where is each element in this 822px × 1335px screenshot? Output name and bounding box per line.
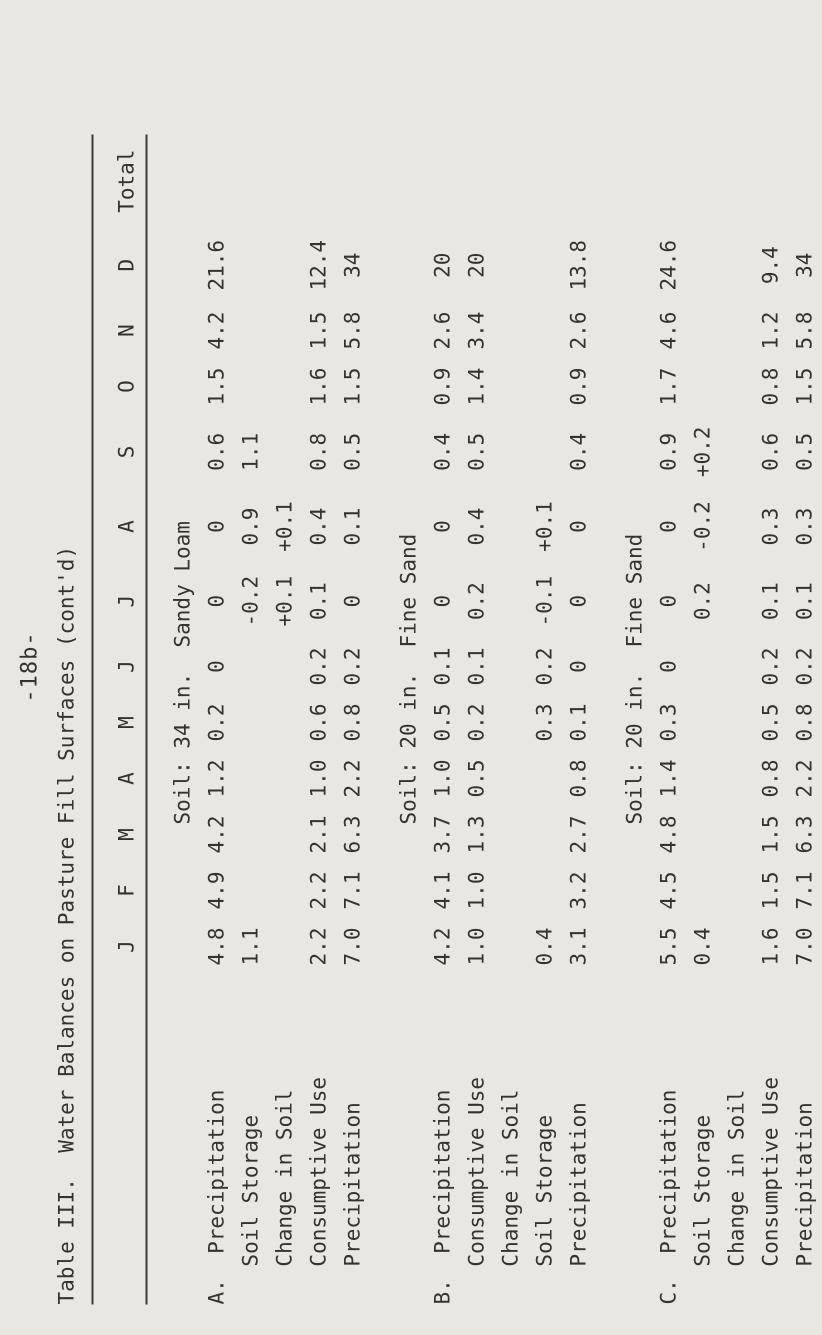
table-cell: 0.5 [341, 433, 365, 472]
table-cell [528, 807, 562, 863]
column-header: F [115, 884, 139, 898]
table-cell [686, 863, 720, 919]
table-cell [720, 303, 754, 359]
table-cell: 1.1 [239, 433, 263, 472]
table-cell: 0 [567, 595, 591, 608]
table-cell: 2.1 [307, 816, 331, 854]
column-header: J [115, 940, 139, 954]
column-header: D [115, 259, 139, 273]
table-cell: 34 [341, 253, 365, 279]
table-cell [720, 807, 754, 863]
table-cell: 0.3 [657, 704, 681, 742]
table-cell: 4.1 [431, 872, 455, 910]
table-cell: 1.0 [465, 928, 489, 966]
row-label: Change in Soil [499, 1090, 523, 1305]
column-header: Total [115, 150, 139, 214]
table-cell [720, 564, 754, 639]
table-cell: 5.8 [341, 312, 365, 350]
table-row [460, 135, 494, 1305]
table-cell: 34 [793, 253, 817, 279]
table-cell [268, 751, 302, 807]
row-label: Soil Storage [239, 1115, 263, 1305]
table-cell: 0.8 [341, 704, 365, 742]
row-label: B. Precipitation [431, 1090, 455, 1305]
header-row [110, 135, 144, 1305]
table-cell [494, 919, 528, 975]
table-cell [494, 639, 528, 695]
spacer-row [370, 135, 392, 1305]
table-cell: +0.1 [533, 501, 557, 553]
table-cell: 5.5 [657, 928, 681, 966]
table-cell: 1.7 [657, 368, 681, 406]
table-cell: 0.5 [793, 433, 817, 472]
water-balance-table [110, 135, 822, 1305]
page-number: -18b- [18, 631, 43, 704]
spacer-row [596, 135, 618, 1305]
table-cell: 0.6 [759, 433, 783, 472]
table-cell [494, 415, 528, 490]
table-row [268, 135, 302, 1305]
table-cell [268, 807, 302, 863]
table-cell: 0 [431, 595, 455, 608]
table-row [652, 135, 686, 1305]
table-cell [494, 359, 528, 415]
table-cell: 1.3 [465, 816, 489, 854]
column-header: M [115, 716, 139, 730]
table-cell: 0 [431, 520, 455, 534]
table-cell [720, 863, 754, 919]
table-cell [268, 359, 302, 415]
table-cell [234, 303, 268, 359]
table-cell: 0.5 [465, 433, 489, 472]
table-cell: 1.5 [759, 872, 783, 910]
table-cell: 1.0 [431, 760, 455, 798]
table-cell [528, 228, 562, 303]
table-cell [494, 863, 528, 919]
table-cell: 0.1 [567, 704, 591, 742]
table-cell [268, 415, 302, 490]
table-cell: 0.2 [465, 704, 489, 742]
table-cell: 4.2 [205, 312, 229, 350]
table-cell: 0.4 [307, 508, 331, 546]
table-cell: 0.1 [431, 648, 455, 686]
table-cell [268, 695, 302, 751]
table-cell: 7.1 [341, 872, 365, 910]
soil-header: Soil: 20 in. Fine Sand [397, 534, 421, 825]
table-cell: -0.2 [239, 576, 263, 627]
table-cell: 2.2 [307, 872, 331, 910]
column-header: A [115, 772, 139, 786]
table-cell: 0.2 [759, 648, 783, 686]
table-cell: 3.1 [567, 928, 591, 966]
table-cell: 0.2 [205, 704, 229, 742]
table-cell: 0.9 [567, 368, 591, 406]
table-cell: 5.8 [793, 312, 817, 350]
table-row [720, 135, 754, 1305]
table-cell: 20 [431, 253, 455, 279]
table-cell [528, 863, 562, 919]
table-cell: 1.2 [759, 312, 783, 350]
table-cell: 0 [657, 660, 681, 674]
table-cell [494, 564, 528, 639]
table-cell [686, 807, 720, 863]
table-cell [720, 751, 754, 807]
row-label: Precipitation [341, 1102, 365, 1305]
table-cell: 2.2 [793, 760, 817, 798]
row-label: Consumptive Use [307, 1077, 331, 1305]
table-cell: 1.5 [341, 368, 365, 406]
table-cell: 0 [657, 520, 681, 534]
spacer-cell [370, 135, 392, 1305]
row-label: Consumptive Use [465, 1077, 489, 1305]
table-cell: 6.3 [341, 816, 365, 854]
table-cell [268, 919, 302, 975]
table-cell [720, 228, 754, 303]
table-cell: 9.4 [759, 246, 783, 285]
column-header: M [115, 828, 139, 842]
table-cell: 0.1 [341, 508, 365, 546]
column-header: O [115, 380, 139, 394]
table-row [528, 135, 562, 1305]
table-cell [268, 228, 302, 303]
table-row [754, 135, 788, 1305]
table-cell [494, 751, 528, 807]
table-cell [686, 303, 720, 359]
table-cell: 2.2 [307, 928, 331, 966]
table-cell: 3.4 [465, 312, 489, 350]
table-cell: 0.4 [567, 433, 591, 472]
table-cell: 4.8 [657, 816, 681, 854]
table-cell: 1.5 [205, 368, 229, 406]
table-cell [234, 639, 268, 695]
table-cell: 3.2 [567, 872, 591, 910]
row-label: Soil Storage [691, 1115, 715, 1305]
table-cell: 0.2 [691, 582, 715, 621]
soil-header: Soil: 20 in. Fine Sand [623, 534, 647, 825]
table-row [302, 135, 336, 1305]
table-cell: +0.2 [691, 427, 715, 478]
table-cell: 2.6 [567, 312, 591, 350]
table-row [234, 135, 268, 1305]
table-cell: 0.6 [205, 433, 229, 472]
table-cell: 0.5 [431, 704, 455, 742]
table-cell: 7.0 [341, 928, 365, 966]
table-cell: -0.1 [533, 576, 557, 627]
table-cell: 0.1 [759, 582, 783, 621]
table-cell: 0.5 [465, 760, 489, 798]
table-cell [268, 639, 302, 695]
table-cell [686, 359, 720, 415]
table-cell: 0.1 [793, 582, 817, 621]
table-body [144, 135, 822, 1305]
table-cell: 0.1 [307, 582, 331, 621]
table-cell: 1.4 [465, 368, 489, 406]
table-cell: 0 [657, 595, 681, 608]
table-cell: 12.4 [307, 240, 331, 291]
table-cell: 0.8 [759, 760, 783, 798]
row-label: C. Precipitation [657, 1090, 681, 1305]
table-cell: 1.1 [239, 928, 263, 966]
table-row [336, 135, 370, 1305]
table-cell: 1.0 [465, 872, 489, 910]
table-cell: 21.6 [205, 240, 229, 291]
table-cell: 0 [205, 660, 229, 674]
table-cell [234, 863, 268, 919]
table-cell [234, 228, 268, 303]
table-cell [494, 490, 528, 565]
table-cell [686, 228, 720, 303]
table-cell: 1.6 [307, 368, 331, 406]
column-header: S [115, 446, 139, 459]
table-cell [686, 751, 720, 807]
table-cell: 0.1 [465, 648, 489, 686]
table-cell: +0.1 [273, 501, 297, 553]
row-label: A. Precipitation [205, 1090, 229, 1305]
table-cell [234, 807, 268, 863]
table-cell: 1.0 [307, 760, 331, 798]
table-cell: 0 [205, 595, 229, 608]
table-cell [268, 303, 302, 359]
table-cell: 4.2 [205, 816, 229, 854]
table-cell [494, 807, 528, 863]
table-cell: 1.5 [793, 368, 817, 406]
table-cell [234, 751, 268, 807]
row-label: Change in Soil [725, 1090, 749, 1305]
top-rule [92, 135, 94, 1305]
table-cell: 0.3 [793, 508, 817, 546]
table-cell [494, 695, 528, 751]
table-cell: 0.3 [533, 704, 557, 742]
table-cell: 0.2 [533, 648, 557, 686]
table-cell: 1.2 [205, 760, 229, 798]
table-cell: 4.2 [431, 928, 455, 966]
table-cell: 2.6 [431, 312, 455, 350]
soil-header-row [166, 135, 200, 1305]
table-row [562, 135, 596, 1305]
table-cell: 1.5 [759, 816, 783, 854]
table-cell: 2.7 [567, 816, 591, 854]
row-label: Precipitation [567, 1102, 591, 1305]
table-cell: 0.9 [431, 368, 455, 406]
column-header: J [115, 595, 139, 608]
column-header: J [115, 660, 139, 674]
table-cell [494, 303, 528, 359]
table-cell: 2.2 [341, 760, 365, 798]
table-cell: 0.8 [793, 704, 817, 742]
table-cell: 0.8 [567, 760, 591, 798]
table-cell: 0.6 [307, 704, 331, 742]
table-cell: 0.4 [533, 928, 557, 966]
table-cell: 0.9 [657, 433, 681, 472]
table-cell: 1.6 [759, 928, 783, 966]
table-cell [528, 359, 562, 415]
column-header: N [115, 324, 139, 338]
table-cell [528, 751, 562, 807]
table-cell: 0.8 [307, 433, 331, 472]
table-cell: 4.6 [657, 312, 681, 350]
table-cell [720, 639, 754, 695]
table-cell [268, 863, 302, 919]
table-cell: 6.3 [793, 816, 817, 854]
table-cell [528, 415, 562, 490]
table-row [426, 135, 460, 1305]
table-cell: 13.8 [567, 240, 591, 291]
table-cell: 1.4 [657, 760, 681, 798]
table-cell: 0 [205, 520, 229, 534]
table-cell [686, 695, 720, 751]
table-cell [720, 919, 754, 975]
header-label-cell [110, 975, 144, 1305]
table-cell: 0.2 [793, 648, 817, 686]
row-label: Change in Soil [273, 1090, 297, 1305]
table-cell [720, 415, 754, 490]
table-cell [686, 639, 720, 695]
table-cell: 0.4 [431, 433, 455, 472]
table-cell: +0.1 [273, 576, 297, 627]
table-cell: 1.5 [307, 312, 331, 350]
table-cell: 4.8 [205, 928, 229, 966]
soil-header-row [392, 135, 426, 1305]
table-row [686, 135, 720, 1305]
row-label: Consumptive Use [759, 1077, 783, 1305]
table-cell [720, 359, 754, 415]
table-row [200, 135, 234, 1305]
table-cell: 7.0 [793, 928, 817, 966]
table-cell: 0.9 [239, 508, 263, 546]
table-cell: 0.4 [465, 508, 489, 546]
table-cell [494, 228, 528, 303]
table-cell: 4.9 [205, 872, 229, 910]
column-header: A [115, 520, 139, 534]
table-row [494, 135, 528, 1305]
table-cell [528, 303, 562, 359]
table-cell: 0.2 [465, 582, 489, 621]
table-cell: 20 [465, 253, 489, 279]
table-caption: Table III. Water Balances on Pasture Fill Surfaces (cont'd) [55, 546, 79, 1305]
table-cell: 0.8 [759, 368, 783, 406]
row-label: Precipitation [793, 1102, 817, 1305]
table-cell: 0.4 [691, 928, 715, 966]
table-cell [720, 695, 754, 751]
table-cell: 7.1 [793, 872, 817, 910]
row-label: Soil Storage [533, 1115, 557, 1305]
soil-header-row [618, 135, 652, 1305]
table-cell: 0.2 [307, 648, 331, 686]
table-cell: 24.6 [657, 240, 681, 291]
table-cell: 4.5 [657, 872, 681, 910]
table-cell: 0 [567, 520, 591, 534]
soil-header: Soil: 34 in. Sandy Loam [171, 521, 195, 825]
table-cell: -0.2 [691, 501, 715, 553]
spacer-cell [596, 135, 618, 1305]
table-cell: 3.7 [431, 816, 455, 854]
table-cell: 0.2 [341, 648, 365, 686]
table-row [788, 135, 822, 1305]
table-cell: 0 [341, 595, 365, 608]
table-cell: 0.3 [759, 508, 783, 546]
table-cell [234, 359, 268, 415]
table-cell: 0 [567, 660, 591, 674]
table-cell [720, 490, 754, 565]
table-cell [234, 695, 268, 751]
table-cell: 0.5 [759, 704, 783, 742]
